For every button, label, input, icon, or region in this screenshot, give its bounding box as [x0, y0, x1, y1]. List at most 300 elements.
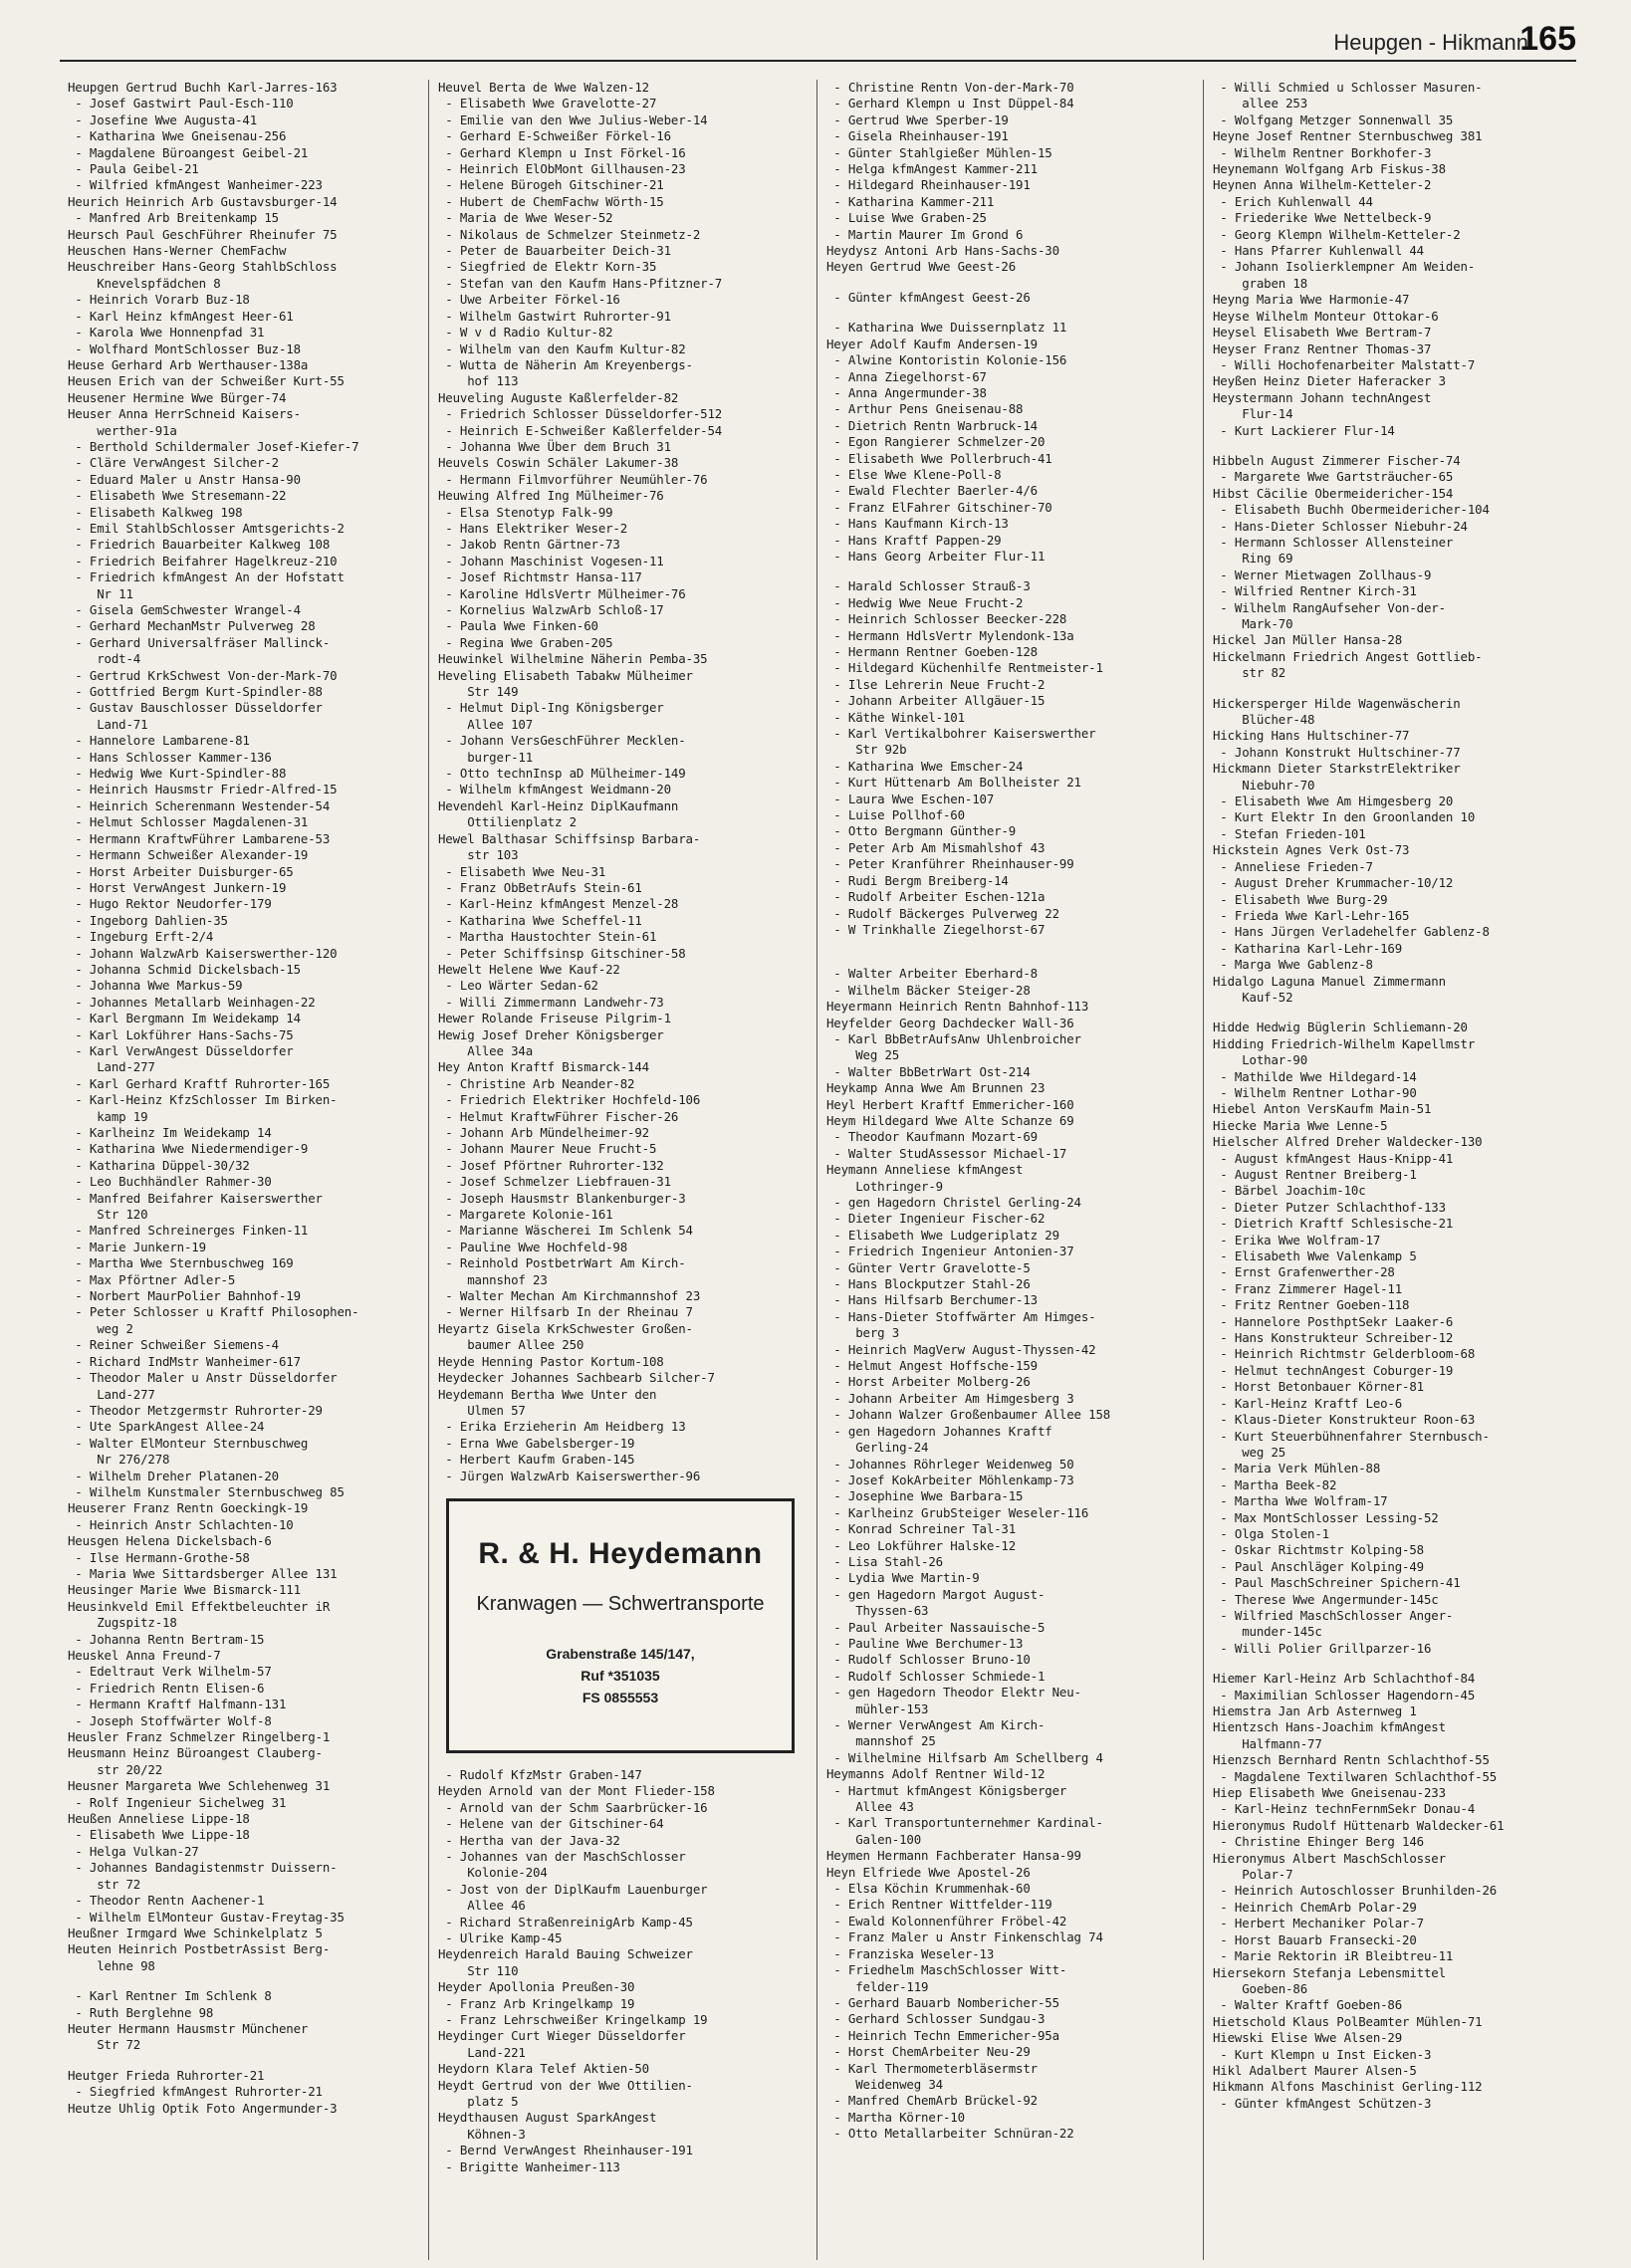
directory-entry: - Hannelore Lambarene-81: [68, 733, 250, 749]
directory-entry: - Josef KokArbeiter Möhlenkamp-73: [826, 1472, 1074, 1487]
directory-entry: Hidalgo Laguna Manuel Zimmermann: [1213, 973, 1446, 989]
directory-entry: str 20/22: [68, 1761, 163, 1777]
directory-entry: Köhnen-3: [438, 2126, 526, 2142]
directory-entry: - Max Pförtner Adler-5: [68, 1271, 236, 1287]
directory-entry: Heuwinkel Wilhelmine Näherin Pemba-35: [438, 651, 708, 667]
directory-entry: - Katharina Wwe Gneisenau-256: [68, 128, 287, 144]
directory-entry: - Martha Körner-10: [826, 2109, 965, 2125]
directory-entry: - Jost von der DiplKaufm Lauenburger: [438, 1881, 708, 1897]
directory-entry: Heyl Herbert Kraftf Emmericher-160: [826, 1096, 1074, 1112]
directory-entry: - Emil StahlbSchlosser Amtsgerichts-2: [68, 520, 345, 536]
directory-entry: - Rudolf Schlosser Bruno-10: [826, 1652, 1031, 1668]
directory-entry: Heuse Gerhard Arb Werthauser-138a: [68, 356, 309, 372]
directory-entry: munder-145c: [1213, 1624, 1322, 1640]
directory-entry: Heym Hildegard Wwe Alte Schanze 69: [826, 1112, 1074, 1128]
directory-entry: Heysel Elisabeth Wwe Bertram-7: [1213, 325, 1432, 340]
directory-entry: - Konrad Schreiner Tal-31: [826, 1521, 1017, 1537]
directory-entry: Heuschen Hans-Werner ChemFachw: [68, 243, 287, 259]
directory-entry: - Leo Lokführer Halske-12: [826, 1537, 1017, 1553]
directory-entry: - Hedwig Wwe Kurt-Spindler-88: [68, 766, 287, 782]
directory-entry: Heyser Franz Rentner Thomas-37: [1213, 340, 1432, 356]
directory-entry: - Wilhelm ElMonteur Gustav-Freytag-35: [68, 1909, 345, 1925]
directory-entry: - Uwe Arbeiter Förkel-16: [438, 292, 620, 308]
directory-entry: - Anna Angermunder-38: [826, 384, 987, 400]
directory-entry: - Edeltraut Verk Wilhelm-57: [68, 1664, 272, 1680]
directory-entry: - Katharina Wwe Scheffel-11: [438, 912, 642, 928]
directory-entry: - Elisabeth Wwe Valenkamp 5: [1213, 1248, 1417, 1264]
directory-entry: - Dieter Putzer Schlachthof-133: [1213, 1199, 1446, 1215]
directory-entry: Heyßen Heinz Dieter Haferacker 3: [1213, 373, 1446, 389]
directory-entry: berg 3: [826, 1325, 900, 1341]
directory-entry: - Hubert de ChemFachw Wörth-15: [438, 193, 664, 209]
directory-entry: - Oskar Richtmstr Kolping-58: [1213, 1542, 1424, 1558]
directory-entry: Heuskel Anna Freund-7: [68, 1648, 221, 1663]
directory-entry: - Wilhelm RangAufseher Von-der-: [1213, 599, 1446, 615]
directory-entry: - Hartmut kfmAngest Königsberger: [826, 1782, 1067, 1798]
directory-entry: - Peter Arb Am Mismahlshof 43: [826, 839, 1046, 855]
directory-entry: mühler-153: [826, 1701, 929, 1716]
directory-entry: - Nikolaus de Schmelzer Steinmetz-2: [438, 226, 701, 242]
directory-entry: Mark-70: [1213, 616, 1293, 631]
directory-entry: Hewig Josef Dreher Königsberger: [438, 1026, 664, 1042]
directory-entry: - Elisabeth Wwe Neu-31: [438, 863, 606, 879]
directory-entry: - Hildegard Küchenhilfe Rentmeister-1: [826, 660, 1103, 676]
directory-entry: - Reinhold PostbetrWart Am Kirch-: [438, 1255, 686, 1271]
directory-entry: Heuveling Auguste Kaßlerfelder-82: [438, 389, 679, 405]
directory-entry: - Hermann Rentner Goeben-128: [826, 644, 1038, 659]
directory-entry: Hicking Hans Hultschiner-77: [1213, 728, 1410, 744]
directory-entry: - Heinrich Vorarb Buz-18: [68, 292, 250, 308]
directory-entry: - Therese Wwe Angermunder-145c: [1213, 1591, 1439, 1607]
directory-entry: - Horst VerwAngest Junkern-19: [68, 879, 287, 895]
directory-entry: Land-277: [68, 1059, 155, 1075]
directory-entry: - Mathilde Wwe Hildegard-14: [1213, 1068, 1417, 1084]
directory-entry: - Karoline HdlsVertr Mülheimer-76: [438, 585, 686, 601]
directory-entry: Heynemann Wolfgang Arb Fiskus-38: [1213, 161, 1446, 177]
directory-entry: - Anneliese Frieden-7: [1213, 858, 1373, 874]
directory-entry: - Ilse Hermann-Grothe-58: [68, 1549, 250, 1565]
directory-entry: - Ilse Lehrerin Neue Frucht-2: [826, 676, 1046, 692]
directory-entry: - gen Hagedorn Johannes Kraftf: [826, 1423, 1052, 1439]
directory-entry: - Johann Arb Mündelheimer-92: [438, 1125, 649, 1140]
directory-entry: - Brigitte Wanheimer-113: [438, 2158, 620, 2174]
directory-entry: Heusener Hermine Wwe Bürger-74: [68, 389, 287, 405]
directory-entry: - Gisela GemSchwester Wrangel-4: [68, 602, 301, 617]
directory-entry: - Gertrud Wwe Sperber-19: [826, 112, 1009, 127]
directory-entry: - Peter Schlosser u Kraftf Philosophen-: [68, 1304, 359, 1320]
directory-entry: Hikmann Alfons Maschinist Gerling-112: [1213, 2079, 1483, 2095]
directory-entry: - Erika Wwe Wolfram-17: [1213, 1232, 1381, 1247]
directory-entry: Heymanns Adolf Rentner Wild-12: [826, 1766, 1046, 1782]
directory-entry: - Erika Erzieherin Am Heidberg 13: [438, 1419, 686, 1435]
directory-entry: - Johanna Rentn Bertram-15: [68, 1631, 265, 1647]
directory-entry: - Gerhard Universalfräser Mallinck-: [68, 634, 331, 650]
directory-entry: str 82: [1213, 665, 1286, 681]
directory-entry: - Johanna Wwe Über dem Bruch 31: [438, 438, 671, 454]
spacer: [826, 306, 1193, 320]
directory-entry: Heyartz Gisela KrkSchwester Großen-: [438, 1320, 693, 1336]
directory-entry: Heydysz Antoni Arb Hans-Sachs-30: [826, 243, 1059, 259]
directory-entry: Thyssen-63: [826, 1603, 929, 1619]
directory-entry: - Josef Pförtner Ruhrorter-132: [438, 1157, 664, 1173]
directory-entry: - Manfred Schreinerges Finken-11: [68, 1223, 309, 1239]
directory-entry: - Friedrich kfmAngest An der Hofstatt: [68, 569, 345, 585]
directory-entry: - Marie Junkern-19: [68, 1239, 206, 1254]
directory-entry: - Wilhelm Kunstmaler Sternbuschweg 85: [68, 1483, 345, 1499]
directory-entry: - Marga Wwe Gablenz-8: [1213, 957, 1373, 973]
directory-entry: - Peter Schiffsinsp Gitschiner-58: [438, 945, 686, 961]
directory-entry: Heydinger Curt Wieger Düsseldorfer: [438, 2028, 686, 2044]
directory-entry: - Heinrich Autoschlosser Brunhilden-26: [1213, 1883, 1498, 1899]
directory-entry: - August kfmAngest Haus-Knipp-41: [1213, 1150, 1454, 1166]
directory-entry: - Elisabeth Wwe Am Himgesberg 20: [1213, 794, 1454, 809]
directory-entry: - Willi Hochofenarbeiter Malstatt-7: [1213, 356, 1476, 372]
directory-entry: Hey Anton Kraftf Bismarck-144: [438, 1059, 649, 1075]
directory-entry: - Heinrich ChemArb Polar-29: [1213, 1899, 1417, 1915]
directory-entry: - Friederike Wwe Nettelbeck-9: [1213, 210, 1432, 226]
directory-entry: - Johannes van der MaschSchlosser: [438, 1848, 686, 1864]
spacer: [1213, 1657, 1579, 1671]
directory-entry: - Heinrich Techn Emmericher-95a: [826, 2027, 1059, 2043]
directory-entry: Heydthausen August SparkAngest: [438, 2110, 657, 2126]
directory-entry: - Theodor Maler u Anstr Düsseldorfer: [68, 1370, 338, 1386]
advertisement-box: [446, 1498, 795, 1753]
directory-entry: Heyne Josef Rentner Sternbuschweg 381: [1213, 128, 1483, 144]
directory-entry: Heutger Frieda Ruhrorter-21: [68, 2067, 265, 2083]
directory-entry: - Hans Pfarrer Kuhlenwall 44: [1213, 243, 1424, 259]
ad-phone: Ruf *351035: [581, 1667, 660, 1684]
directory-entry: Heydecker Johannes Sachbearb Silcher-7: [438, 1370, 715, 1386]
directory-entry: - Günter kfmAngest Schützen-3: [1213, 2095, 1432, 2111]
directory-entry: - Helmut Schlosser Magdalenen-31: [68, 814, 309, 830]
directory-entry: allee 253: [1213, 96, 1308, 112]
directory-entry: - Margarete Kolonie-161: [438, 1207, 613, 1223]
directory-entry: - Heinrich E-Schweißer Kaßlerfelder-54: [438, 422, 723, 438]
directory-entry: - Hans Schlosser Kammer-136: [68, 749, 272, 765]
directory-entry: - Maria Wwe Sittardsberger Allee 131: [68, 1565, 338, 1581]
directory-entry: - Berthold Schildermaler Josef-Kiefer-7: [68, 438, 359, 454]
directory-entry: Flur-14: [1213, 406, 1293, 422]
directory-entry: - Walter Kraftf Goeben-86: [1213, 1997, 1403, 2013]
directory-entry: Heusgen Helena Dickelsbach-6: [68, 1533, 272, 1549]
directory-entry: - Theodor Kaufmann Mozart-69: [826, 1129, 1038, 1145]
directory-entry: - Günter kfmAngest Geest-26: [826, 289, 1031, 305]
directory-entry: - Helmut Dipl-Ing Königsberger: [438, 700, 664, 716]
directory-entry: - Paul MaschSchreiner Spichern-41: [1213, 1575, 1461, 1591]
directory-entry: - Johann VersGeschFührer Mecklen-: [438, 733, 686, 749]
spacer: [1213, 682, 1579, 696]
directory-columns: [68, 80, 1581, 2260]
directory-entry: - Helmut Angest Hoffsche-159: [826, 1358, 1038, 1374]
directory-entry: - Klaus-Dieter Konstrukteur Roon-63: [1213, 1412, 1476, 1428]
directory-entry: - Kurt Elektr In den Groonlanden 10: [1213, 809, 1476, 825]
directory-entry: Allee 46: [438, 1898, 526, 1914]
directory-entry: Niebuhr-70: [1213, 777, 1315, 793]
directory-entry: hof 113: [438, 373, 519, 389]
directory-entry: Hientzsch Hans-Joachim kfmAngest: [1213, 1719, 1446, 1735]
directory-entry: - Johann Konstrukt Hultschiner-77: [1213, 744, 1461, 760]
directory-entry: - Katharina Wwe Duissernplatz 11: [826, 320, 1067, 336]
directory-entry: - Friedrich Beifahrer Hagelkreuz-210: [68, 553, 338, 568]
directory-entry: - Johannes Röhrleger Weidenweg 50: [826, 1456, 1074, 1472]
directory-entry: - Arthur Pens Gneisenau-88: [826, 401, 1024, 417]
directory-entry: weg 2: [68, 1320, 133, 1336]
column-4: [1213, 80, 1579, 2260]
directory-entry: - Wilhelm Bäcker Steiger-28: [826, 982, 1031, 998]
directory-entry: - Peter Kranführer Rheinhauser-99: [826, 856, 1074, 872]
directory-entry: - Josephine Wwe Barbara-15: [826, 1488, 1024, 1504]
directory-entry: Hietschold Klaus PolBeamter Mühlen-71: [1213, 2013, 1483, 2029]
directory-entry: Kauf-52: [1213, 989, 1293, 1005]
page-title: Heupgen - Hikmann: [1333, 30, 1528, 55]
directory-entry: - Paula Wwe Finken-60: [438, 618, 598, 634]
directory-entry: Lothar-90: [1213, 1052, 1308, 1068]
directory-entry: - Ernst Grafenwerther-28: [1213, 1264, 1395, 1280]
directory-entry: Heydorn Klara Telef Aktien-50: [438, 2061, 649, 2077]
directory-entry: Ulmen 57: [438, 1402, 526, 1418]
directory-entry: Heurich Heinrich Arb Gustavsburger-14: [68, 193, 338, 209]
directory-entry: - Martha Wwe Sternbuschweg 169: [68, 1255, 294, 1271]
directory-entry: - Maria de Wwe Weser-52: [438, 210, 613, 226]
directory-entry: Hibst Cäcilie Obermeidericher-154: [1213, 485, 1454, 501]
directory-entry: - Hans Jürgen Verladehelfer Gablenz-8: [1213, 924, 1490, 940]
directory-entry: - Christine Ehinger Berg 146: [1213, 1834, 1424, 1850]
directory-entry: - Karl-Heinz kfmAngest Menzel-28: [438, 896, 679, 912]
directory-entry: - Katharina Karl-Lehr-169: [1213, 940, 1403, 956]
directory-entry: - Helene Bürogeh Gitschiner-21: [438, 177, 664, 193]
directory-entry: - Hans Kaufmann Kirch-13: [826, 516, 1009, 532]
directory-entry: - Wilfried MaschSchlosser Anger-: [1213, 1607, 1454, 1623]
directory-entry: Knevelspfädchen 8: [68, 275, 221, 291]
directory-entry: Heupgen Gertrud Buchh Karl-Jarres-163: [68, 80, 338, 95]
directory-entry: - Katharina Kammer-211: [826, 193, 995, 209]
directory-entry: Str 120: [68, 1207, 148, 1223]
directory-entry: - Katharina Wwe Emscher-24: [826, 758, 1024, 774]
directory-entry: Land-71: [68, 716, 148, 732]
directory-entry: - Christine Arb Neander-82: [438, 1075, 635, 1091]
directory-entry: - Friedrich Rentn Elisen-6: [68, 1680, 265, 1696]
directory-entry: - gen Hagedorn Christel Gerling-24: [826, 1195, 1081, 1210]
directory-entry: Str 149: [438, 684, 519, 700]
directory-entry: - Anna Ziegelhorst-67: [826, 368, 987, 384]
directory-entry: - Johann Arbeiter Am Himgesberg 3: [826, 1390, 1074, 1406]
directory-entry: - Elisabeth Wwe Stresemann-22: [68, 488, 287, 504]
directory-entry: Heymann Anneliese kfmAngest: [826, 1162, 1024, 1178]
directory-entry: - Otto Metallarbeiter Schnüran-22: [826, 2126, 1074, 2142]
directory-entry: - Friedrich Elektriker Hochfeld-106: [438, 1092, 701, 1108]
directory-entry: - Josef Gastwirt Paul-Esch-110: [68, 96, 294, 112]
directory-entry: - Manfred Arb Breitenkamp 15: [68, 210, 279, 226]
directory-entry: - Peter de Bauarbeiter Deich-31: [438, 243, 671, 259]
directory-entry: Hidding Friedrich-Wilhelm Kapellmstr: [1213, 1035, 1476, 1051]
directory-entry: - Johanna Wwe Markus-59: [68, 978, 243, 994]
directory-entry: - Martha Beek-82: [1213, 1476, 1337, 1492]
directory-entry: - Karl Rentner Im Schlenk 8: [68, 1988, 272, 2004]
directory-entry: - Stefan Frieden-101: [1213, 825, 1366, 841]
directory-entry: - Johann Arbeiter Allgäuer-15: [826, 693, 1046, 709]
directory-entry: - Olga Stolen-1: [1213, 1525, 1329, 1541]
directory-entry: Kolonie-204: [438, 1865, 548, 1881]
directory-entry: - Erich Kuhlenwall 44: [1213, 193, 1373, 209]
directory-entry: Land-221: [438, 2044, 526, 2060]
directory-entry: Land-277: [68, 1386, 155, 1402]
directory-entry: - Johann Isolierklempner Am Weiden-: [1213, 259, 1476, 275]
directory-entry: - Horst Bauarb Fransecki-20: [1213, 1931, 1417, 1947]
directory-entry: Heyng Maria Wwe Harmonie-47: [1213, 292, 1410, 308]
directory-entry: - gen Hagedorn Margot August-: [826, 1586, 1046, 1602]
directory-entry: Hieronymus Albert MaschSchlosser: [1213, 1850, 1446, 1866]
directory-entry: Blücher-48: [1213, 712, 1315, 728]
directory-entry: - Eduard Maler u Anstr Hansa-90: [68, 471, 301, 487]
directory-entry: - Maximilian Schlosser Hagendorn-45: [1213, 1687, 1476, 1702]
directory-entry: - Joseph Stoffwärter Wolf-8: [68, 1712, 272, 1728]
directory-entry: - Karl BbBetrAufsAnw Uhlenbroicher: [826, 1030, 1081, 1046]
directory-entry: - Franz Lehrschweißer Kringelkamp 19: [438, 2012, 708, 2028]
directory-entry: - Wilhelm Rentner Lothar-90: [1213, 1084, 1417, 1100]
directory-entry: - Elisabeth Buchh Obermeidericher-104: [1213, 502, 1490, 518]
directory-entry: - Kornelius WalzwArb Schloß-17: [438, 602, 664, 617]
directory-entry: - Horst Arbeiter Duisburger-65: [68, 863, 294, 879]
directory-entry: - Martha Wwe Wolfram-17: [1213, 1493, 1388, 1509]
directory-entry: - Walter StudAssessor Michael-17: [826, 1145, 1067, 1161]
directory-entry: - Hans Blockputzer Stahl-26: [826, 1276, 1031, 1292]
directory-entry: Hielscher Alfred Dreher Waldecker-130: [1213, 1134, 1483, 1150]
directory-entry: - Luise Wwe Graben-25: [826, 210, 987, 226]
directory-entry: Halfmann-77: [1213, 1735, 1322, 1751]
directory-entry: Heynen Anna Wilhelm-Ketteler-2: [1213, 177, 1432, 193]
directory-entry: - Hertha van der Java-32: [438, 1832, 620, 1848]
directory-entry: Ring 69: [1213, 551, 1293, 567]
directory-entry: Gerling-24: [826, 1440, 929, 1456]
directory-entry: Ottilienplatz 2: [438, 814, 577, 830]
directory-entry: Lothringer-9: [826, 1178, 943, 1194]
directory-entry: - Pauline Wwe Berchumer-13: [826, 1635, 1024, 1651]
directory-entry: Weidenweg 34: [826, 2076, 943, 2092]
directory-entry: - Karlheinz GrubSteiger Weseler-116: [826, 1504, 1089, 1520]
directory-entry: mannshof 25: [826, 1733, 936, 1749]
directory-entry: - Leo Buchhändler Rahmer-30: [68, 1174, 272, 1190]
directory-entry: - Günter Stahlgießer Mühlen-15: [826, 144, 1052, 160]
directory-entry: - Paul Arbeiter Nassauische-5: [826, 1619, 1046, 1635]
directory-entry: Hiep Elisabeth Wwe Gneisenau-233: [1213, 1785, 1446, 1801]
directory-entry: Zugspitz-18: [68, 1615, 177, 1631]
directory-entry: werther-91a: [68, 422, 177, 438]
directory-entry: - Bärbel Joachim-10c: [1213, 1183, 1366, 1199]
directory-entry: - Franz ElFahrer Gitschiner-70: [826, 499, 1052, 515]
directory-entry: Heykamp Anna Wwe Am Brunnen 23: [826, 1080, 1046, 1096]
directory-entry: - Walter BbBetrWart Ost-214: [826, 1063, 1031, 1079]
directory-entry: - Martin Maurer Im Grond 6: [826, 226, 1024, 242]
directory-entry: Heyn Elfriede Wwe Apostel-26: [826, 1864, 1031, 1880]
directory-entry: - Josef Schmelzer Liebfrauen-31: [438, 1174, 671, 1190]
directory-entry: - Richard StraßenreinigArb Kamp-45: [438, 1914, 693, 1929]
directory-entry: - Rudolf Bäckerges Pulverweg 22: [826, 905, 1059, 921]
directory-entry: - Gerhard Klempn u Inst Förkel-16: [438, 144, 686, 160]
directory-entry: - Hans Konstrukteur Schreiber-12: [1213, 1330, 1454, 1346]
directory-entry: - Hans-Dieter Schlosser Niebuhr-24: [1213, 518, 1468, 534]
directory-entry: Heutze Uhlig Optik Foto Angermunder-3: [68, 2100, 338, 2116]
directory-entry: - Ingeborg Dahlien-35: [68, 912, 228, 928]
directory-entry: - Reiner Schweißer Siemens-4: [68, 1337, 279, 1353]
directory-entry: - Erna Wwe Gabelsberger-19: [438, 1435, 635, 1451]
directory-entry: Heuwing Alfred Ing Mülheimer-76: [438, 488, 664, 504]
directory-entry: - Stefan van den Kaufm Hans-Pfitzner-7: [438, 275, 723, 291]
directory-entry: - Dietrich Kraftf Schlesische-21: [1213, 1216, 1454, 1232]
directory-entry: - Karl-Heinz technFernmSekr Donau-4: [1213, 1801, 1476, 1817]
directory-entry: - Hans-Dieter Stoffwärter Am Himges-: [826, 1308, 1096, 1324]
directory-entry: - Hans Georg Arbeiter Flur-11: [826, 548, 1046, 564]
directory-entry: Heyermann Heinrich Rentn Bahnhof-113: [826, 999, 1089, 1015]
directory-entry: - gen Hagedorn Theodor Elektr Neu-: [826, 1685, 1081, 1701]
directory-entry: rodt-4: [68, 651, 141, 667]
directory-entry: Heydemann Bertha Wwe Unter den: [438, 1386, 657, 1402]
ad-company-name: R. & H. Heydemann: [478, 1536, 763, 1570]
directory-entry: Hickersperger Hilde Wagenwäscherin: [1213, 695, 1461, 711]
directory-entry: - Franz Zimmerer Hagel-11: [1213, 1280, 1403, 1296]
directory-entry: - Elisabeth Kalkweg 198: [68, 504, 243, 520]
directory-entry: - Elisabeth Wwe Lippe-18: [68, 1827, 250, 1843]
directory-entry: Heusen Erich van der Schweißer Kurt-55: [68, 373, 345, 389]
directory-entry: - Gerhard E-Schweißer Förkel-16: [438, 128, 671, 144]
directory-entry: Heusler Franz Schmelzer Ringelberg-1: [68, 1729, 331, 1745]
page-header: [60, 18, 1576, 62]
directory-entry: - Laura Wwe Eschen-107: [826, 791, 995, 806]
directory-entry: - Hildegard Rheinhauser-191: [826, 177, 1031, 193]
directory-entry: platz 5: [438, 2094, 519, 2110]
directory-entry: - Helmut KraftwFührer Fischer-26: [438, 1108, 679, 1124]
directory-entry: - Rudolf Arbeiter Eschen-121a: [826, 889, 1046, 905]
directory-entry: - Heinrich Hausmstr Friedr-Alfred-15: [68, 782, 338, 797]
column-2: [438, 80, 805, 2260]
directory-entry: - Johannes Metallarb Weinhagen-22: [68, 994, 316, 1010]
directory-entry: Heyen Gertrud Wwe Geest-26: [826, 259, 1017, 275]
directory-entry: - Friedhelm MaschSchlosser Witt-: [826, 1962, 1067, 1978]
directory-entry: - Karl-Heinz Kraftf Leo-6: [1213, 1395, 1403, 1411]
directory-entry: - Max MontSchlosser Lessing-52: [1213, 1509, 1439, 1525]
directory-entry: Hikl Adalbert Maurer Alsen-5: [1213, 2062, 1417, 2078]
directory-entry: - Karl Thermometerbläsermstr: [826, 2060, 1038, 2076]
directory-entry: Hickel Jan Müller Hansa-28: [1213, 632, 1403, 648]
directory-entry: Heystermann Johann technAngest: [1213, 389, 1432, 405]
directory-entry: - Karl Vertikalbohrer Kaiserswerther: [826, 726, 1096, 742]
directory-entry: - Norbert MaurPolier Bahnhof-19: [68, 1288, 301, 1304]
directory-entry: - Hermann HdlsVertr Mylendonk-13a: [826, 627, 1074, 643]
directory-entry: - Gerhard Schlosser Sundgau-3: [826, 2011, 1046, 2027]
directory-entry: baumer Allee 250: [438, 1337, 584, 1353]
directory-entry: - Franz Maler u Anstr Finkenschlag 74: [826, 1929, 1103, 1945]
directory-entry: - W Trinkhalle Ziegelhorst-67: [826, 921, 1046, 937]
directory-entry: kamp 19: [68, 1108, 148, 1124]
directory-entry: - Heinrich Schlosser Beecker-228: [826, 611, 1067, 627]
directory-entry: - Kurt Klempn u Inst Eicken-3: [1213, 2046, 1432, 2062]
column-1: [68, 80, 434, 2260]
ad-services: Kranwagen — Schwertransporte: [476, 1592, 765, 1615]
directory-entry: weg 25: [1213, 1444, 1286, 1460]
directory-entry: - Pauline Wwe Hochfeld-98: [438, 1239, 628, 1254]
directory-entry: - Otto Bergmann Günther-9: [826, 823, 1017, 839]
directory-entry: - Ulrike Kamp-45: [438, 1930, 563, 1945]
spacer: [1213, 1006, 1579, 1020]
directory-entry: - Hans Kraftf Pappen-29: [826, 532, 1002, 548]
spacer: [826, 952, 1193, 966]
directory-entry: - Manfred ChemArb Brückel-92: [826, 2093, 1038, 2109]
directory-entry: - Wolfgang Metzger Sonnenwall 35: [1213, 112, 1454, 127]
directory-entry: - Johann Maurer Neue Frucht-5: [438, 1141, 657, 1157]
directory-entry: - Jürgen WalzwArb Kaiserswerther-96: [438, 1468, 701, 1483]
directory-entry: - Emilie van den Wwe Julius-Weber-14: [438, 112, 708, 127]
directory-entry: - August Dreher Krummacher-10/12: [1213, 875, 1454, 891]
directory-entry: Heuvel Berta de Wwe Walzen-12: [438, 80, 649, 95]
